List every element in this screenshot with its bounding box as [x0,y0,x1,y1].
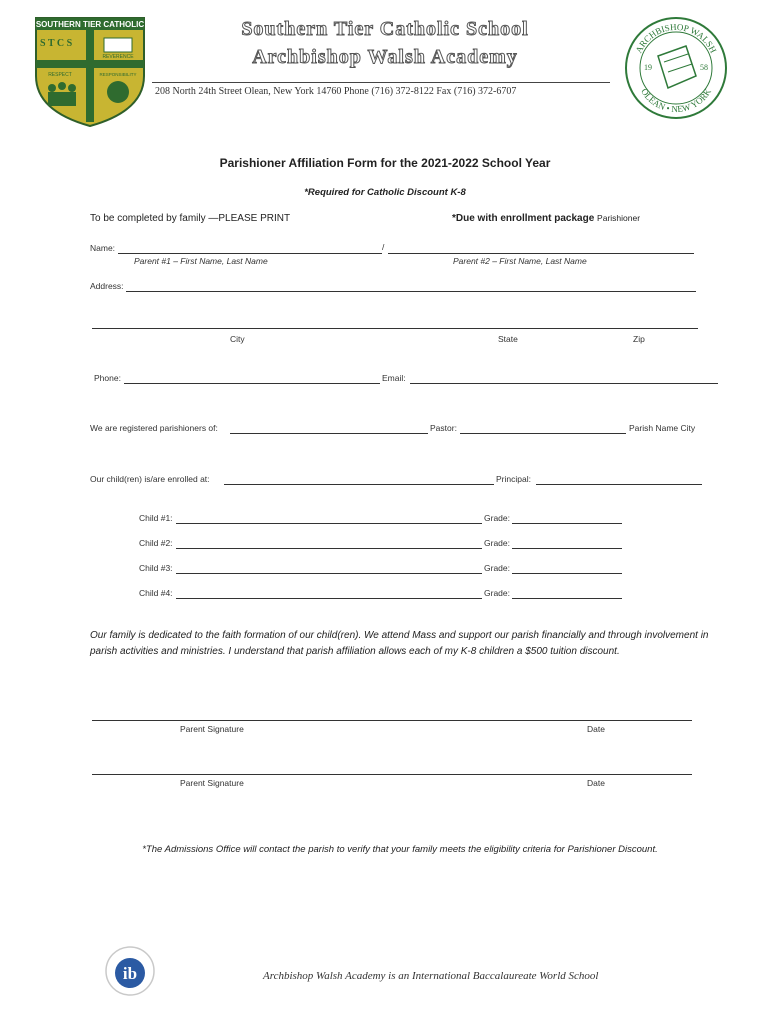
date-2-caption: Date [587,778,605,788]
parish-field[interactable] [230,422,428,434]
school-address: 208 North 24th Street Olean, New York 14760 Phone (716) 372-8122 Fax (716) 372-6707 [155,86,517,97]
parent1-caption: Parent #1 – First Name, Last Name [134,256,268,266]
principal-label: Principal: [496,474,531,484]
school-enrolled-field[interactable] [224,473,494,485]
child-3-field[interactable] [176,562,482,574]
phone-label: Phone: [94,373,121,383]
archbishop-walsh-seal [624,16,728,120]
child-1-grade-field[interactable] [512,512,622,524]
child-1-grade-label: Grade: [484,513,510,523]
crest-banner-text: SOUTHERN TIER CATHOLIC [35,20,145,29]
header-divider [152,82,610,83]
phone-field[interactable] [124,372,380,384]
child-1-label: Child #1: [139,513,173,523]
due-note: *Due with enrollment package Parishioner [452,213,641,224]
stcs-crest-logo [34,16,146,128]
child-4-grade-label: Grade: [484,588,510,598]
child-2-label: Child #2: [139,538,173,548]
parent1-name-field[interactable] [118,242,385,254]
pastor-label: Pastor: [430,423,457,433]
svg-text:ARCHBISHOP WALSH: ARCHBISHOP WALSH [633,21,719,55]
pastor-field[interactable] [460,422,626,434]
svg-text:RESPECT: RESPECT [48,72,72,78]
crest-letters: S T C S [40,38,73,49]
svg-text:58: 58 [700,63,708,72]
state-caption: State [498,334,518,344]
registered-parish-label: We are registered parishioners of: [90,423,218,433]
ib-world-school-logo [104,945,156,997]
city-caption: City [230,334,245,344]
signature-1-caption: Parent Signature [180,724,244,734]
child-2-field[interactable] [176,537,482,549]
child-2-grade-label: Grade: [484,538,510,548]
child-2-grade-field[interactable] [512,537,622,549]
name-separator: / [382,242,385,252]
required-note: *Required for Catholic Discount K-8 [304,187,466,198]
svg-text:OLEAN • NEW YORK: OLEAN • NEW YORK [639,86,713,115]
completion-note: To be completed by family —PLEASE PRINT [90,213,291,224]
svg-text:REVERENCE: REVERENCE [102,54,134,60]
name-label: Name: [90,243,116,253]
email-field[interactable] [410,372,718,384]
family-statement: Our family is dedicated to the faith formation of our child(ren). We attend Mass and support our parish financially and through involvement in parish activities and ministries. I understand that parish affiliation allows each of my K-8 children a $500 tuition discount. [90,630,709,657]
parish-name-city-caption: Parish Name City [629,423,696,433]
signature-2-caption: Parent Signature [180,778,244,788]
child-3-grade-field[interactable] [512,562,622,574]
enrolled-label: Our child(ren) is/are enrolled at: [90,474,210,484]
form-title: Parishioner Affiliation Form for the 2021-2022 School Year [219,156,551,170]
child-1-field[interactable] [176,512,482,524]
parent2-name-field[interactable] [388,242,694,254]
svg-text:ib: ib [122,964,138,983]
city-state-zip-field[interactable] [92,318,698,329]
email-label: Email: [382,373,406,383]
child-4-grade-field[interactable] [512,587,622,599]
child-3-grade-label: Grade: [484,563,510,573]
school-name: Southern Tier Catholic School [241,18,529,40]
child-3-label: Child #3: [139,563,173,573]
signature-1-field[interactable] [92,710,692,721]
admissions-footnote: *The Admissions Office will contact the parish to verify that your family meets the eligibility criteria for Parishioner Discount. [142,844,658,855]
svg-text:RESPONSIBILITY: RESPONSIBILITY [99,72,137,77]
parent2-caption: Parent #2 – First Name, Last Name [453,256,587,266]
address-field[interactable] [126,280,696,292]
child-4-field[interactable] [176,587,482,599]
date-1-caption: Date [587,724,605,734]
academy-name: Archbishop Walsh Academy [252,46,518,68]
principal-field[interactable] [536,473,702,485]
address-label: Address: [90,281,124,291]
footer-text: Archbishop Walsh Academy is an International Baccalaureate World School [263,970,599,982]
zip-caption: Zip [633,334,645,344]
svg-text:19: 19 [644,63,652,72]
child-4-label: Child #4: [139,588,173,598]
signature-2-field[interactable] [92,764,692,775]
